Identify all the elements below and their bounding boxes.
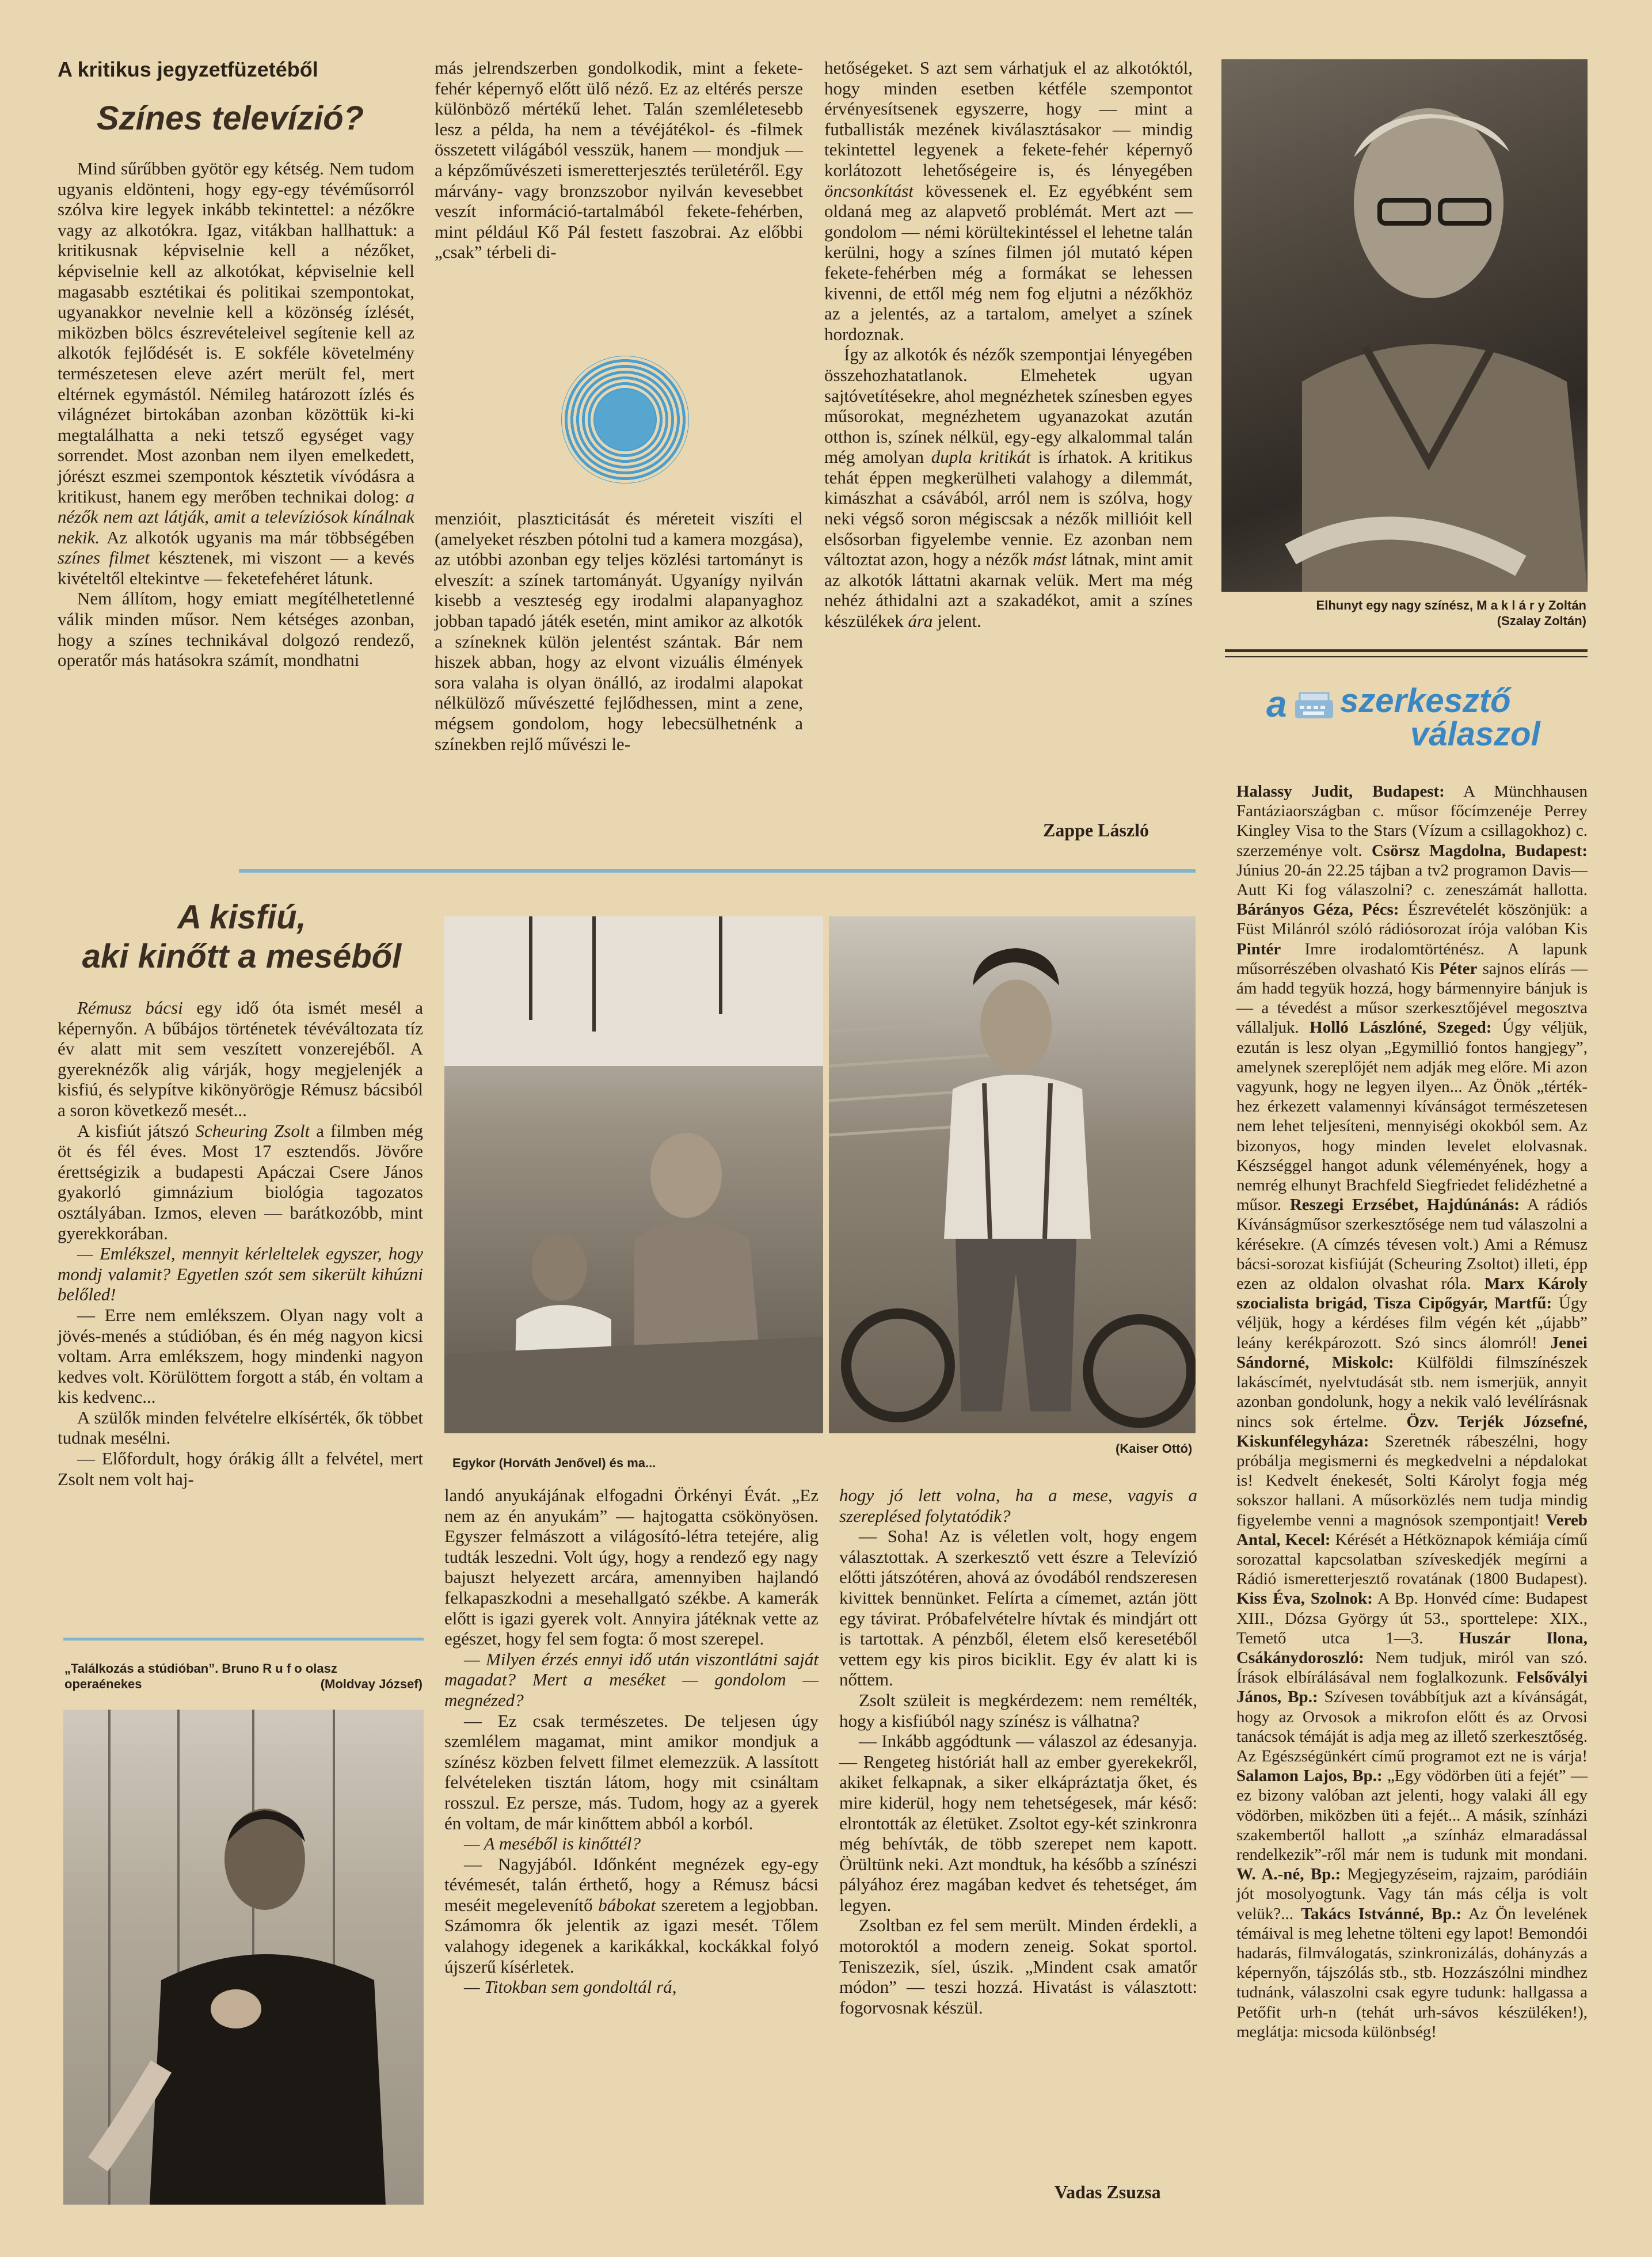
article1-col3: hetőségeket. S azt sem várhatjuk el az alkotóktól, hogy minden esetben kétféle szempontot érvényesítsenek egyszerre, hogy — mint a futballisták mezének kiválasztásakor — mindig tekintettel legyenek a fekete-fehér képernyő korlátozott lehetőségeire is, és lényegében öncsonkítást kövessenek el. Ez egyébként sem oldaná meg az alapvető problémát. Mert azt — gondolom — némi körültekintéssel el lehetne talán kerülni, hogy a színes filmen jól mutató képen fekete-fehérben még a formákat se lehessen kivenni, de ettől még nem fog eljutni a nézőkhöz az a jelentés, az a tartalom, amelyet a színek hordoznak. Így az alkotók és nézők szempontjai lényegében összehozhatatlanok. Elmehetek ugyan sajtóvetítésekre, ahol megnézhetek színesben egyes műsorokat, megnézhetem ugyanazokat azután otthon is, színek nélkül, egy-egy alkalommal talán még amolyan dupla kritikát is írhatok. A kritikus tehát éppen megkerülheti valahogy a dilemmát, kimászhat a csávából, arról nem is szólva, hogy neki végső soron mégiscsak a nézők millióit kell elsősorban figyelembe vennie. Ez azonban nem változtat azon, hogy a nézők mást látnak, mint amit az alkotók láttatni akarnak velük. Mert ma még nehéz áthidalni azt a szakadékot, amit a színes készülékek ára jelent. — [824, 58, 1193, 631]
article2-col1: Rémusz bácsi egy idő óta ismét mesél a képernyőn. A bűbájos történetek tévéváltozata tíz év alatt mit sem veszített vonzerejéből. A gyereknézők alig várják, hogy megjelenjék a kisfiú, és selypítve kikönyörögje Rémusz bácsiból a soron következő mesét... A kisfiút játszó Scheuring Zsolt a filmben még öt és fél éves. Most 17 esztendős. Jövőre érettségizik a budapesti Apáczai Csere János gyakorló gimnázium biológia tagozatos osztályában. Izmos, eleven — barátkozóbb, mint gyerekkorában. — Emlékszel, mennyit kérleltelek egyszer, hogy mondj valamit? Egyetlen szót sem sikerült kihúzni belőled! — Erre nem emlékszem. Olyan nagy volt a jövés-menés a stúdióban, és én még nagyon kicsi voltam. Arra emlékszem, hogy mindenki nagyon kedves volt. Körülöttem forgott a stáb, én voltam a kis kedvenc... A szülők minden felvételre elkísérték, ők többet tudnak mesélni. — Előfordult, hogy órákig állt a felvétel, mert Zsolt nem volt haj- — [58, 998, 423, 1489]
article1-col1: Mind sűrűbben gyötör egy kétség. Nem tudom ugyanis eldönteni, hogy egy-egy tévéműsorról szólva kire legyek inkább tekintettel: a nézőkre vagy az alkotókra. Igaz, vitákban hallhattuk: a kritikusnak képviselnie kell a nézőket, képviselnie kell az alkotókat, képviselnie kell magasabb esztétikai és politikai szempontokat, ugyanakkor nevelnie kell a közönség ízlését, miközben bölcs észrevételeivel segítenie kell az alkotók fejlődését is. E sokféle követelmény természetesen eleve azért merült fel, mert eltérnek egymástól. Némileg határozott ízlés és világnézet birtokában azonban közöttük ki-ki megtalálhatta a neki tetsző egységet vagy sorrendet. Most azonban nem ilyen emelkedett, jórészt eszmei szempontok késztetik vívódásra a kritikust, hanem egy merőben technikai dolog: a nézők nem azt látják, amit a televíziósok kínálnak nekik. Az alkotók ugyanis ma már többségében színes filmet késztenek, mi viszont — a kevés kivételtől eltekintve — feketefehéret látunk. Nem állítom, hogy emiatt megítélhetetlenné válik minden műsor. Nem kétséges azonban, hogy a színes technikával dolgozó rendező, operatőr más hatásokra számít, mondhatni — [58, 158, 415, 671]
article1-col2-top: más jelrendszerben gondolkodik, mint a fekete-fehér képernyő előtt ülő néző. Ez az eltérés persze különböző mértékű lehet. Talán szemléletesebb lesz a példa, ha nem a tévéjátékol- és -filmek összetett világából vesszük, hanem — mondjuk — a képzőművészeti ismeretterjesztés területéről. Egy márvány- vagy bronzszobor nyilván kevesebbet veszít információ-tartalmából fekete-fehérben, mint például Kő Pál festett faszobrai. Az előbbi „csak” térbeli di- — [435, 58, 803, 262]
section-separator-line — [239, 869, 1196, 873]
photo-then — [444, 916, 823, 1433]
article2-col1-rule — [63, 1638, 424, 1641]
logo-word-answers: válaszol — [1410, 715, 1540, 753]
decorative-dot-circle — [561, 356, 689, 484]
article1-kicker: A kritikus jegyzetfüzetéből — [58, 58, 318, 81]
portrait-photo — [1221, 59, 1588, 592]
article2-byline: Vadas Zsuzsa — [1055, 2182, 1161, 2202]
photo-then-illustration — [444, 916, 823, 1433]
singer-photo-caption: „Találkozás a stúdióban”. Bruno R u f o olasz operaénekes (Moldvay József) — [64, 1661, 422, 1691]
logo-letter-a: a — [1266, 683, 1287, 725]
logo-word-editor: szerkesztő — [1340, 682, 1511, 720]
right-column-rule-2 — [1225, 656, 1588, 657]
photo-now — [829, 916, 1196, 1433]
editor-answers-text: Halassy Judit, Budapest: A Münchhausen Fantáziaországban c. műsor főcímzenéje Perrey Kingley Visa to the Stars (Vízum a csillagokhoz) c. szerzeménye volt. Csörsz Magdolna, Budapest: Június 20-án 22.25 tájban a tv2 programon Davis—Autt Ki fog válaszolni? c. zeneszámát hallotta. Bárányos Géza, Pécs: Észrevételét köszönjük: a Füst Milánról szóló rádiósorozat írója valóban Kis Pintér Imre irodalomtörténész. A lapunk műsorrészében olvasható Kis Péter sajnos elírás — ám hadd tegyük hozzá, hogy bármennyire bánjuk is — a tévedést a műsor szerkesztőjével megosztva vállaljuk. Holló Lászlóné, Szeged: Úgy véljük, ezután is lesz olyan „Egymillió fontos hangjegy”, amelynek szereplőjét nem adják meg előre. Mi azon vagyunk, hogy ne legyen ilyen... Az Önök „térték-hez érkezett valamennyi kívánságot természetesen nem lehet teljesíteni, mennyiségi okokból sem. Az bizonyos, hogy minden levelet elolvasnak. Készséggel hangot adunk véleményének, hogy a nemrég elhunyt Brachfeld Siegfriedet felidézhetné a műsor. Reszegi Erzsébet, Hajdúnánás: A rádiós Kívánságműsor szerkesztősége nem tud válaszolni a kérésekre. (A címzés tévesen volt.) Ami a Rémusz bácsi-sorozat kisfiúját (Scheuring Zsoltot) illeti, épp ezen az oldalon olvashat róla. Marx Károly szocialista brigád, Tisza Cipőgyár, Martfű: Úgy véljük, hogy a kérdéses film végén két „újabb” leány kerékpározott. Szó sincs álomról! Jenei Sándorné, Miskolc: Külföldi filmszínészek lakáscímét, nyelvtudását stb. nem ismerjük, annyit azonban gondolunk, hogy a nekik való levélírásnak nincs sok értelme. Özv. Terjék Józsefné, Kiskunfélegyháza: Szeretnék rábeszélni, hogy próbálja megismerni és megkedvelni a népdalokat is! Kedvelt énekesét, Solti Károlyt fogja még sokszor hallani. A műsorközlés nem tudja mindig figyelembe venni a magnósok szempontjait! Vereb Antal, Kecel: Kérését a Hétköznapok kémiája című sorozattal kapcsolatban szíveskedjék megírni a Rádió ismeretterjesztő rovatának (1800 Budapest). Kiss Éva, Szolnok: A Bp. Honvéd címe: Budapest XIII., Dózsa György út 53., sporttelepe: XIX., Temető utca 1—3. Huszár Ilona, Csákánydoroszló: Nem tudjuk, miról van szó. Írások elbírálásával nem foglalkozunk. Felsővályi János, Bp.: Szívesen továbbítjuk azt a kívánságát, hogy az Orvosok a mikrofon előtt és az Orvosi tanácsok témáját is adja meg az illető szerkesztőség. Az Egészségünkért című programot ezt ne is várja! Salamon Lajos, Bp.: „Egy vödörben üti a fejét” — ez bizony valóban azt jelenti, hogy valaki áll egy vödörben, miközben üti a fejét... A másik, színházi szakembertől hallott „a színház elmaradással rendelkezik”-ről már nem is tudunk mit mondani. W. A.-né, Bp.: Megjegyzéseim, rajzaim, paródiáin jót mosolyogtunk. Vagy tán más célja is volt velük?... Takács Istvánné, Bp.: Az Ön levelének témáival is meg lehetne tölteni egy lapot! Bemondói hadarás, filmválogatás, szinkronizálás, dohányzás a képernyőn, tájszólás stb., stb. Hozzászólni mindhez tudnánk, válaszolni csak egyre tudunk: hallgassa a Petőfit urh-n (tehát urh-sávos készüléken!), meglátja: micsoda különbség! — [1236, 782, 1588, 2041]
portrait-illustration — [1221, 59, 1588, 592]
singer-photo — [63, 1710, 424, 2205]
article1-col2-bottom: menzióit, plaszticitását és méreteit viszíti el (amelyeket részben pótolni tud a kamera mozgása), az utóbbi azonban egy teljes közlési tartományt is elveszít: a színek tartományát. Ugyanígy nyilván kisebb a veszteség egy irodalmi alapanyaghoz jobban tapadó játék esetén, mint amikor az alkotók a színeknek külön jelentést szántak. Bár nem hiszek abban, hogy az elvont vizuális élmények sora valaha is olyan önálló, az irodalmi alapokat nélkülöző művészetté fejlődhessen, mint a zene, mégsem gondolom, hogy lebecsülhetnénk a színekben rejlő művészi le- — [435, 508, 803, 754]
editor-answers-logo — [1266, 679, 1566, 754]
article2-col2: landó anyukájának elfogadni Örkényi Évát. „Ez nem az én anyukám” — hajtogatta csökönyösen. Egyszer felmászott a világosító-létra tetejére, alig tudták leszedni. Volt úgy, hogy a rendező egy nagy bajuszt helyezett arcára, amennyiben hajlandó felkapaszkodni a mesehallgató székbe. A kamerák előtt is igazi gyerek volt. Annyira játéknak vette az egészet, hogy fel sem fogta: ő most szerepel. — Milyen érzés ennyi idő után viszontlátni saját magadat? Mert a meséket — gondolom — megnézed? — Ez csak természetes. De teljesen úgy szemlélem magamat, mint amikor mondjuk a színész közben felvett filmet elemezzük. A lassított felvételeken tisztán látom, hogy mit csináltam rosszul. Ez persze, más. Tudom, hogy az a gyerek én voltam, de már kinőttem abból a korból. — A meséből is kinőttél? — Nagyjából. Időnként megnézek egy-egy tévémesét, talán érthető, hogy a Rémusz bácsi meséit megelevenítő bábokat szeretem a legjobban. Számomra ők jelentik az igazi mesét. Tőlem valahogy idegenek a karikákkal, kockákkal folyó újszerű kísérletek. — Titokban sem gondoltál rá, — [444, 1485, 819, 1997]
portrait-caption: Elhunyt egy nagy színész, M a k l á r y Zoltán (Szalay Zoltán) — [1316, 598, 1586, 628]
photo-now-caption: (Kaiser Ottó) — [1116, 1441, 1193, 1456]
article1-title: Színes televízió? — [96, 100, 364, 137]
typewriter-icon — [1292, 692, 1337, 722]
article2-title: A kisfiú, aki kinőtt a meséből — [82, 899, 402, 975]
photo-now-illustration — [829, 916, 1196, 1433]
article2-col3: hogy jó lett volna, ha a mese, vagyis a szereplésed folytatódik? — Soha! Az is véletlen volt, hogy engem választottak. A szerkesztő vett észre a Televízió előtti játszótéren, ahová az óvodából rendszeresen kivittek bennünket. Felírta a címemet, aztán jött egy távirat. Próbafelvételre hívtak és mindjárt ott is tartottak. A pénzből, életem első keresetéből vettem egy kis piros biciklit. Egy év alatt ki is nőttem. Zsolt szüleit is megkérdezem: nem remélték, hogy a kisfiúból nagy színész is válhatna? — Inkább aggódtunk — válaszol az édesanyja. — Rengeteg históriát hall az ember gyerekekről, akiket felkapnak, a siker elkápráztatja őket, és mire kiderül, hogy nem tehetségesek, már késő: elrontották az életüket. Zsoltot egy-két szinkronra még behívták, de több szerepet nem kapott. Örültünk neki. Azt mondtuk, ha később a színészi pályához érez magában kedvet és tehetséget, ám legyen. Zsoltban ez fel sem merült. Minden érdekli, a motoroktól a modern zeneig. Sokat sportol. Teniszezik, síel, úszik. „Mindent csak amatőr módon” — teszi hozzá. Hivatást is választott: fogorvosnak készül. — [839, 1485, 1197, 2018]
right-column-rule-1 — [1225, 649, 1588, 652]
article1-byline: Zappe László — [1043, 820, 1149, 840]
singer-illustration — [63, 1710, 424, 2205]
photo-then-caption: Egykor (Horváth Jenővel) és ma... — [452, 1456, 656, 1470]
